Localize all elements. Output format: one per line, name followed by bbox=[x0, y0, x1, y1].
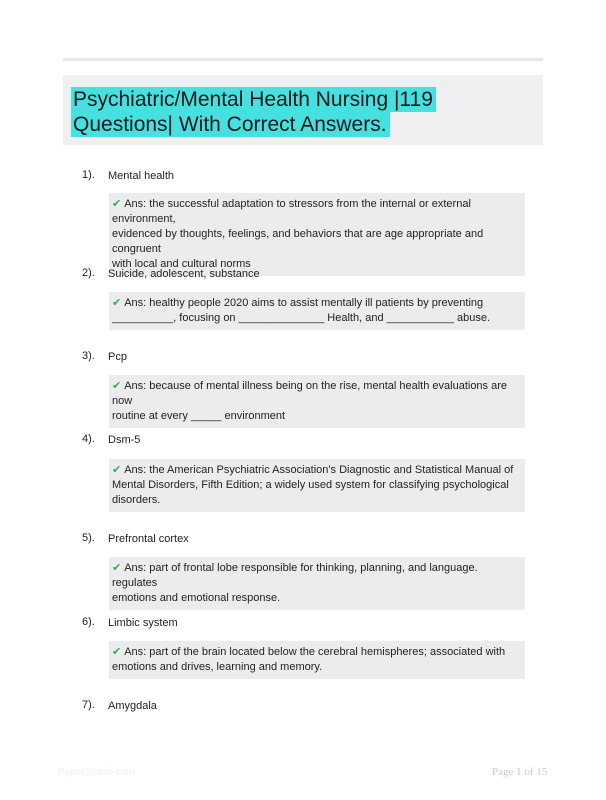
answer-line: ✔ Ans: the successful adaptation to stressors from the internal or external environment, bbox=[112, 198, 471, 225]
checkmark-icon: ✔ bbox=[112, 380, 122, 392]
question-term: Prefrontal cortex bbox=[108, 533, 189, 545]
checkmark-icon: ✔ bbox=[112, 464, 122, 476]
answer-line: ✔ Ans: because of mental illness being on the rise, mental health evaluations are now bbox=[112, 380, 508, 407]
answer-line: ✔ Ans: the American Psychiatric Association's Diagnostic and Statistical Manual of bbox=[112, 464, 514, 476]
question-term: Suicide, adolescent, substance bbox=[108, 268, 260, 280]
answer-box bbox=[109, 557, 525, 610]
footer-watermark: PaperStudio.com bbox=[58, 767, 135, 778]
checkmark-icon: ✔ bbox=[112, 646, 122, 658]
answer-line: disorders. bbox=[112, 494, 161, 506]
answer-box bbox=[109, 292, 525, 330]
question-number: 4). bbox=[82, 433, 95, 445]
title-block bbox=[63, 75, 543, 145]
answer-box bbox=[109, 459, 525, 512]
answer-line: emotions and drives, learning and memory. bbox=[112, 661, 323, 673]
question-term: Amygdala bbox=[108, 700, 157, 712]
question-number: 5). bbox=[82, 532, 95, 544]
page-title bbox=[71, 87, 436, 137]
top-divider bbox=[63, 58, 543, 61]
question-term: Pcp bbox=[108, 351, 127, 363]
answer-line: __________, focusing on ______________ Health, and ___________ abuse. bbox=[112, 312, 491, 324]
question-number: 7). bbox=[82, 699, 95, 711]
question-term: Limbic system bbox=[108, 617, 178, 629]
question-number: 6). bbox=[82, 616, 95, 628]
answer-box bbox=[109, 375, 525, 428]
answer-line: with local and cultural norms bbox=[112, 258, 251, 270]
answer-line: ✔ Ans: part of frontal lobe responsible for thinking, planning, and language. regulates bbox=[112, 562, 478, 589]
answer-line: evidenced by thoughts, feelings, and behaviors that are age appropriate and congruent bbox=[112, 228, 484, 255]
answer-line: ✔ Ans: healthy people 2020 aims to assist mentally ill patients by preventing bbox=[112, 297, 484, 309]
question-number: 2). bbox=[82, 267, 95, 279]
question-term: Dsm-5 bbox=[108, 434, 141, 446]
page-number: Page 1 of 15 bbox=[492, 766, 548, 778]
title-line-1: Psychiatric/Mental Health Nursing |119 bbox=[71, 87, 436, 112]
question-number: 1). bbox=[82, 169, 95, 181]
checkmark-icon: ✔ bbox=[112, 297, 122, 309]
question-number: 3). bbox=[82, 350, 95, 362]
answer-box bbox=[109, 193, 525, 276]
answer-line: emotions and emotional response. bbox=[112, 592, 281, 604]
answer-line: Mental Disorders, Fifth Edition; a widely used system for classifying psychological bbox=[112, 479, 509, 491]
answer-line: ✔ Ans: part of the brain located below the cerebral hemispheres; associated with bbox=[112, 646, 506, 658]
answer-line: routine at every _____ environment bbox=[112, 410, 286, 422]
title-line-2: Questions| With Correct Answers. bbox=[71, 112, 390, 137]
question-term: Mental health bbox=[108, 170, 175, 182]
answer-box bbox=[109, 641, 525, 679]
checkmark-icon: ✔ bbox=[112, 562, 122, 574]
checkmark-icon: ✔ bbox=[112, 198, 122, 210]
